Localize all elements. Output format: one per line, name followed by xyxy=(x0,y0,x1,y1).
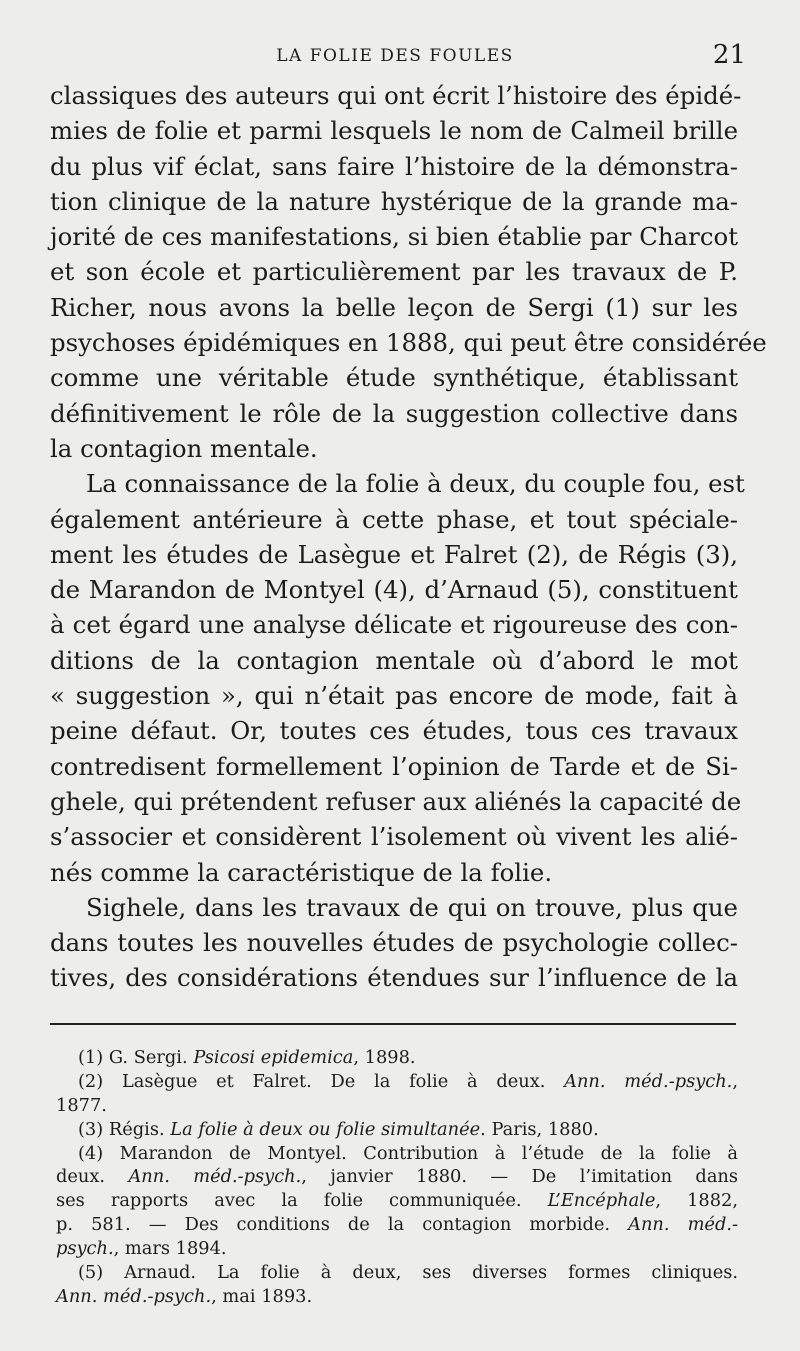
text-line: dans toutes les nouvelles études de psychologie collec- xyxy=(50,928,738,958)
text-line: tives, des considérations étendues sur l’influence de la xyxy=(50,963,738,993)
text-line: comme une véritable étude synthétique, établissant xyxy=(50,363,738,393)
text-line: s’associer et considèrent l’isolement où vivent les alié- xyxy=(50,822,738,852)
footnote-4-cont: psych., mars 1894. xyxy=(56,1238,227,1260)
footnote-1: (1) G. Sergi. Psicosi epidemica, 1898. xyxy=(78,1047,416,1068)
text-line: définitivement le rôle de la suggestion collective dans xyxy=(50,398,738,428)
text-line: contredisent formellement l’opinion de Tarde et de Si- xyxy=(50,751,738,781)
footnotes xyxy=(56,1046,738,1309)
body-text xyxy=(50,78,767,996)
text-line: à cet égard une analyse délicate et rigoureuse des con- xyxy=(50,610,738,640)
text-line: nés comme la caractéristique de la folie. xyxy=(50,857,553,887)
page-number: 21 xyxy=(712,40,746,70)
footnote-4: (4) Marandon de Montyel. Contribution à l’étude de la folie à xyxy=(78,1142,739,1164)
text-line: « suggestion », qui n’était pas encore de mode, fait à xyxy=(50,681,738,711)
footnote-4-cont: ses rapports avec la folie communiquée. L’Encéphale, 1882, xyxy=(56,1190,739,1212)
text-line: la contagion mentale. xyxy=(50,433,318,463)
text-line: de Marandon de Montyel (4), d’Arnaud (5), constituent xyxy=(50,575,738,605)
footnote-3: (3) Régis. La folie à deux ou folie simultanée. Paris, 1880. xyxy=(78,1118,599,1140)
text-line: ment les études de Lasègue et Falret (2), de Régis (3), xyxy=(50,539,738,569)
footnote-2: (2) Lasègue et Falret. De la folie à deux. Ann. méd.-psych., xyxy=(78,1070,738,1092)
text-line: classiques des auteurs qui ont écrit l’histoire des épidé- xyxy=(50,81,742,110)
text-line: psychoses épidémiques en 1888, qui peut être considérée xyxy=(50,328,767,358)
text-line: ditions de la contagion mentale où d’abord le mot xyxy=(50,645,738,675)
text-line: tion clinique de la nature hystérique de la grande ma- xyxy=(50,186,738,216)
footnote-4-cont: p. 581. — Des conditions de la contagion morbide. Ann. méd.- xyxy=(56,1214,738,1236)
footnote-divider xyxy=(50,1023,736,1025)
text-line: mies de folie et parmi lesquels le nom de Calmeil brille xyxy=(50,116,738,146)
text-line: Richer, nous avons la belle leçon de Sergi (1) sur les xyxy=(50,292,738,322)
text-line: La connaissance de la folie à deux, du couple fou, est xyxy=(86,469,745,499)
running-head: LA FOLIE DES FOULES xyxy=(276,46,514,66)
footnote-2-cont: 1877. xyxy=(56,1094,107,1116)
text-line: peine défaut. Or, toutes ces études, tous ces travaux xyxy=(50,716,738,746)
footnote-5: (5) Arnaud. La folie à deux, ses diverses formes cliniques. xyxy=(78,1262,738,1284)
footnote-4-cont: deux. Ann. méd.-psych., janvier 1880. — De l’imitation dans xyxy=(56,1166,738,1188)
footnote-5-cont: Ann. méd.-psych., mai 1893. xyxy=(56,1285,313,1307)
text-line: ghele, qui prétendent refuser aux aliénés la capacité de xyxy=(50,786,742,816)
text-line: Sighele, dans les travaux de qui on trouve, plus que xyxy=(86,892,738,922)
text-line: jorité de ces manifestations, si bien établie par Charcot xyxy=(50,222,738,252)
text-line: du plus vif éclat, sans faire l’histoire de la démonstra- xyxy=(50,151,738,181)
text-line: et son école et particulièrement par les travaux de P. xyxy=(50,257,738,287)
text-line: également antérieure à cette phase, et tout spéciale- xyxy=(50,504,738,534)
page-header xyxy=(50,40,746,74)
